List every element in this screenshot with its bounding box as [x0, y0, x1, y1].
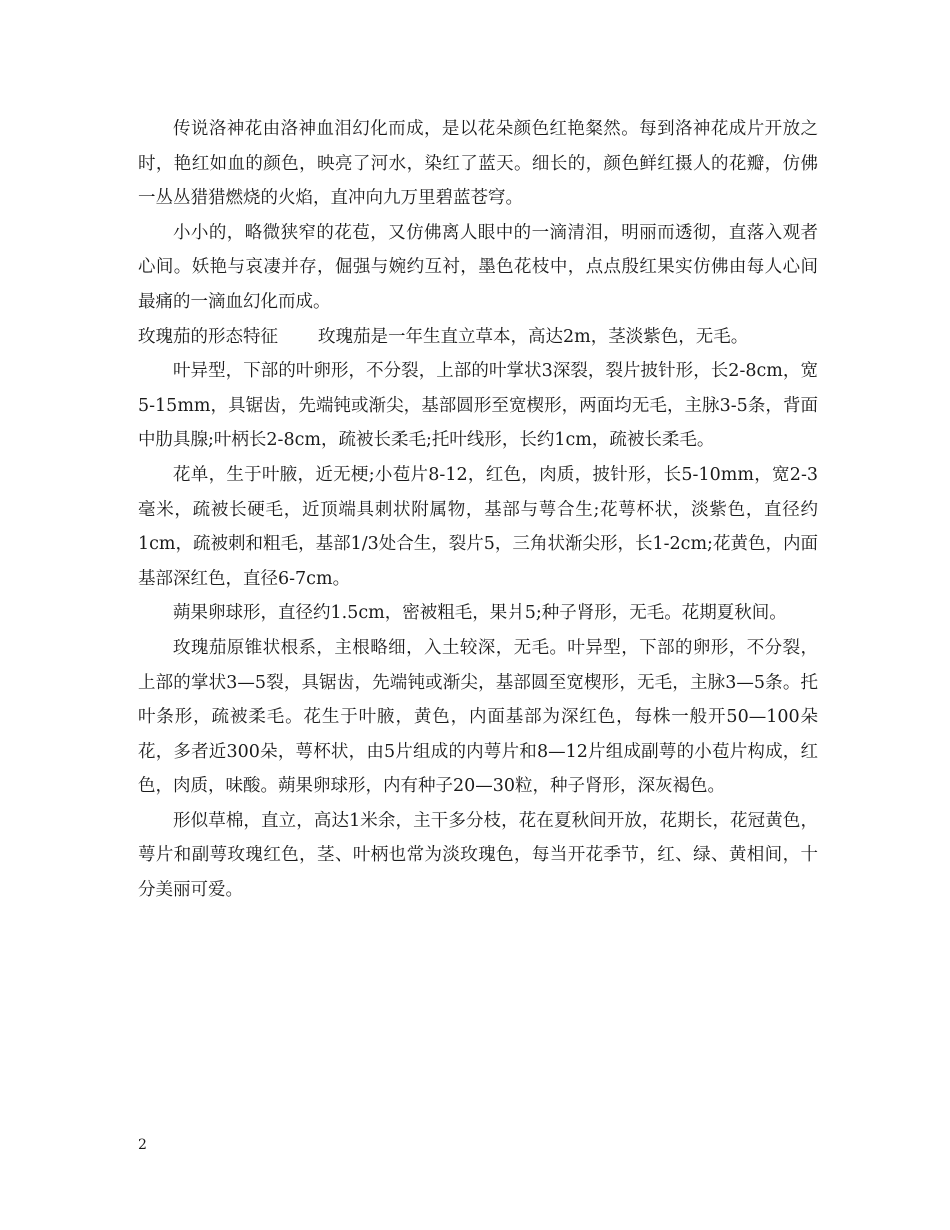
paragraph-fruit: 蒴果卵球形，直径约1.5cm，密被粗毛，果爿5;种子肾形，无毛。花期夏秋间。	[173, 603, 787, 624]
document-body	[138, 112, 818, 908]
paragraph-legend-2: 小小的，略微狭窄的花苞，又仿佛离人眼中的一滴清泪，明丽而透彻，直落入观者心间。妖艳与哀凄并存，倔强与婉约互衬，墨色花枝中，点点殷红果实仿佛由每人心间最痛的一滴血幻化而成。	[138, 222, 818, 312]
paragraph-legend-1: 传说洛神花由洛神血泪幻化而成，是以花朵颜色红艳粲然。每到洛神花成片开放之时，艳红如血的颜色，映亮了河水，染红了蓝天。细长的，颜色鲜红摄人的花瓣，仿佛一丛丛猎猎燃烧的火焰，直冲向九万里碧蓝苍穹。	[138, 119, 818, 209]
section-heading-text: 玫瑰茄是一年生直立草本，高达2m，茎淡紫色，无毛。	[318, 326, 749, 347]
page-number: 2	[138, 1137, 147, 1153]
paragraph-roots: 玫瑰茄原锥状根系，主根略细，入土较深，无毛。叶异型，下部的卵形，不分裂，上部的掌状3—5裂，具锯齿，先端钝或渐尖，基部圆至宽楔形，无毛，主脉3—5条。托叶条形，疏被柔毛。花生于叶腋，黄色，内面基部为深红色，每株一般开50—100朵花，多者近300朵，萼杯状，由5片组成的内萼片和8—12片组成副萼的小苞片构成，红色，肉质，味酸。蒴果卵球形，内有种子20—30粒，种子肾形，深灰褐色。	[138, 637, 818, 797]
paragraph-leaves: 叶异型，下部的叶卵形，不分裂，上部的叶掌状3深裂，裂片披针形，长2-8cm，宽5-15mm，具锯齿，先端钝或渐尖，基部圆形至宽楔形，两面均无毛，主脉3-5条，背面中肋具腺;叶柄长2-8cm，疏被长柔毛;托叶线形，长约1cm，疏被长柔毛。	[138, 361, 818, 451]
paragraph-flowers: 花单，生于叶腋，近无梗;小苞片8-12，红色，肉质，披针形，长5-10mm，宽2-3毫米，疏被长硬毛，近顶端具刺状附属物，基部与萼合生;花萼杯状，淡紫色，直径约1cm，疏被刺和粗毛，基部1/3处合生，裂片5，三角状渐尖形，长1-2cm;花黄色，内面基部深红色，直径6-7cm。	[138, 464, 818, 589]
paragraph-appearance: 形似草棉，直立，高达1米余，主干多分枝，花在夏秋间开放，花期长，花冠黄色，萼片和副萼玫瑰红色，茎、叶柄也常为淡玫瑰色，每当开花季节，红、绿、黄相间，十分美丽可爱。	[138, 810, 818, 901]
section-heading-line	[138, 320, 818, 355]
section-heading-title: 玫瑰茄的形态特征	[138, 326, 278, 347]
